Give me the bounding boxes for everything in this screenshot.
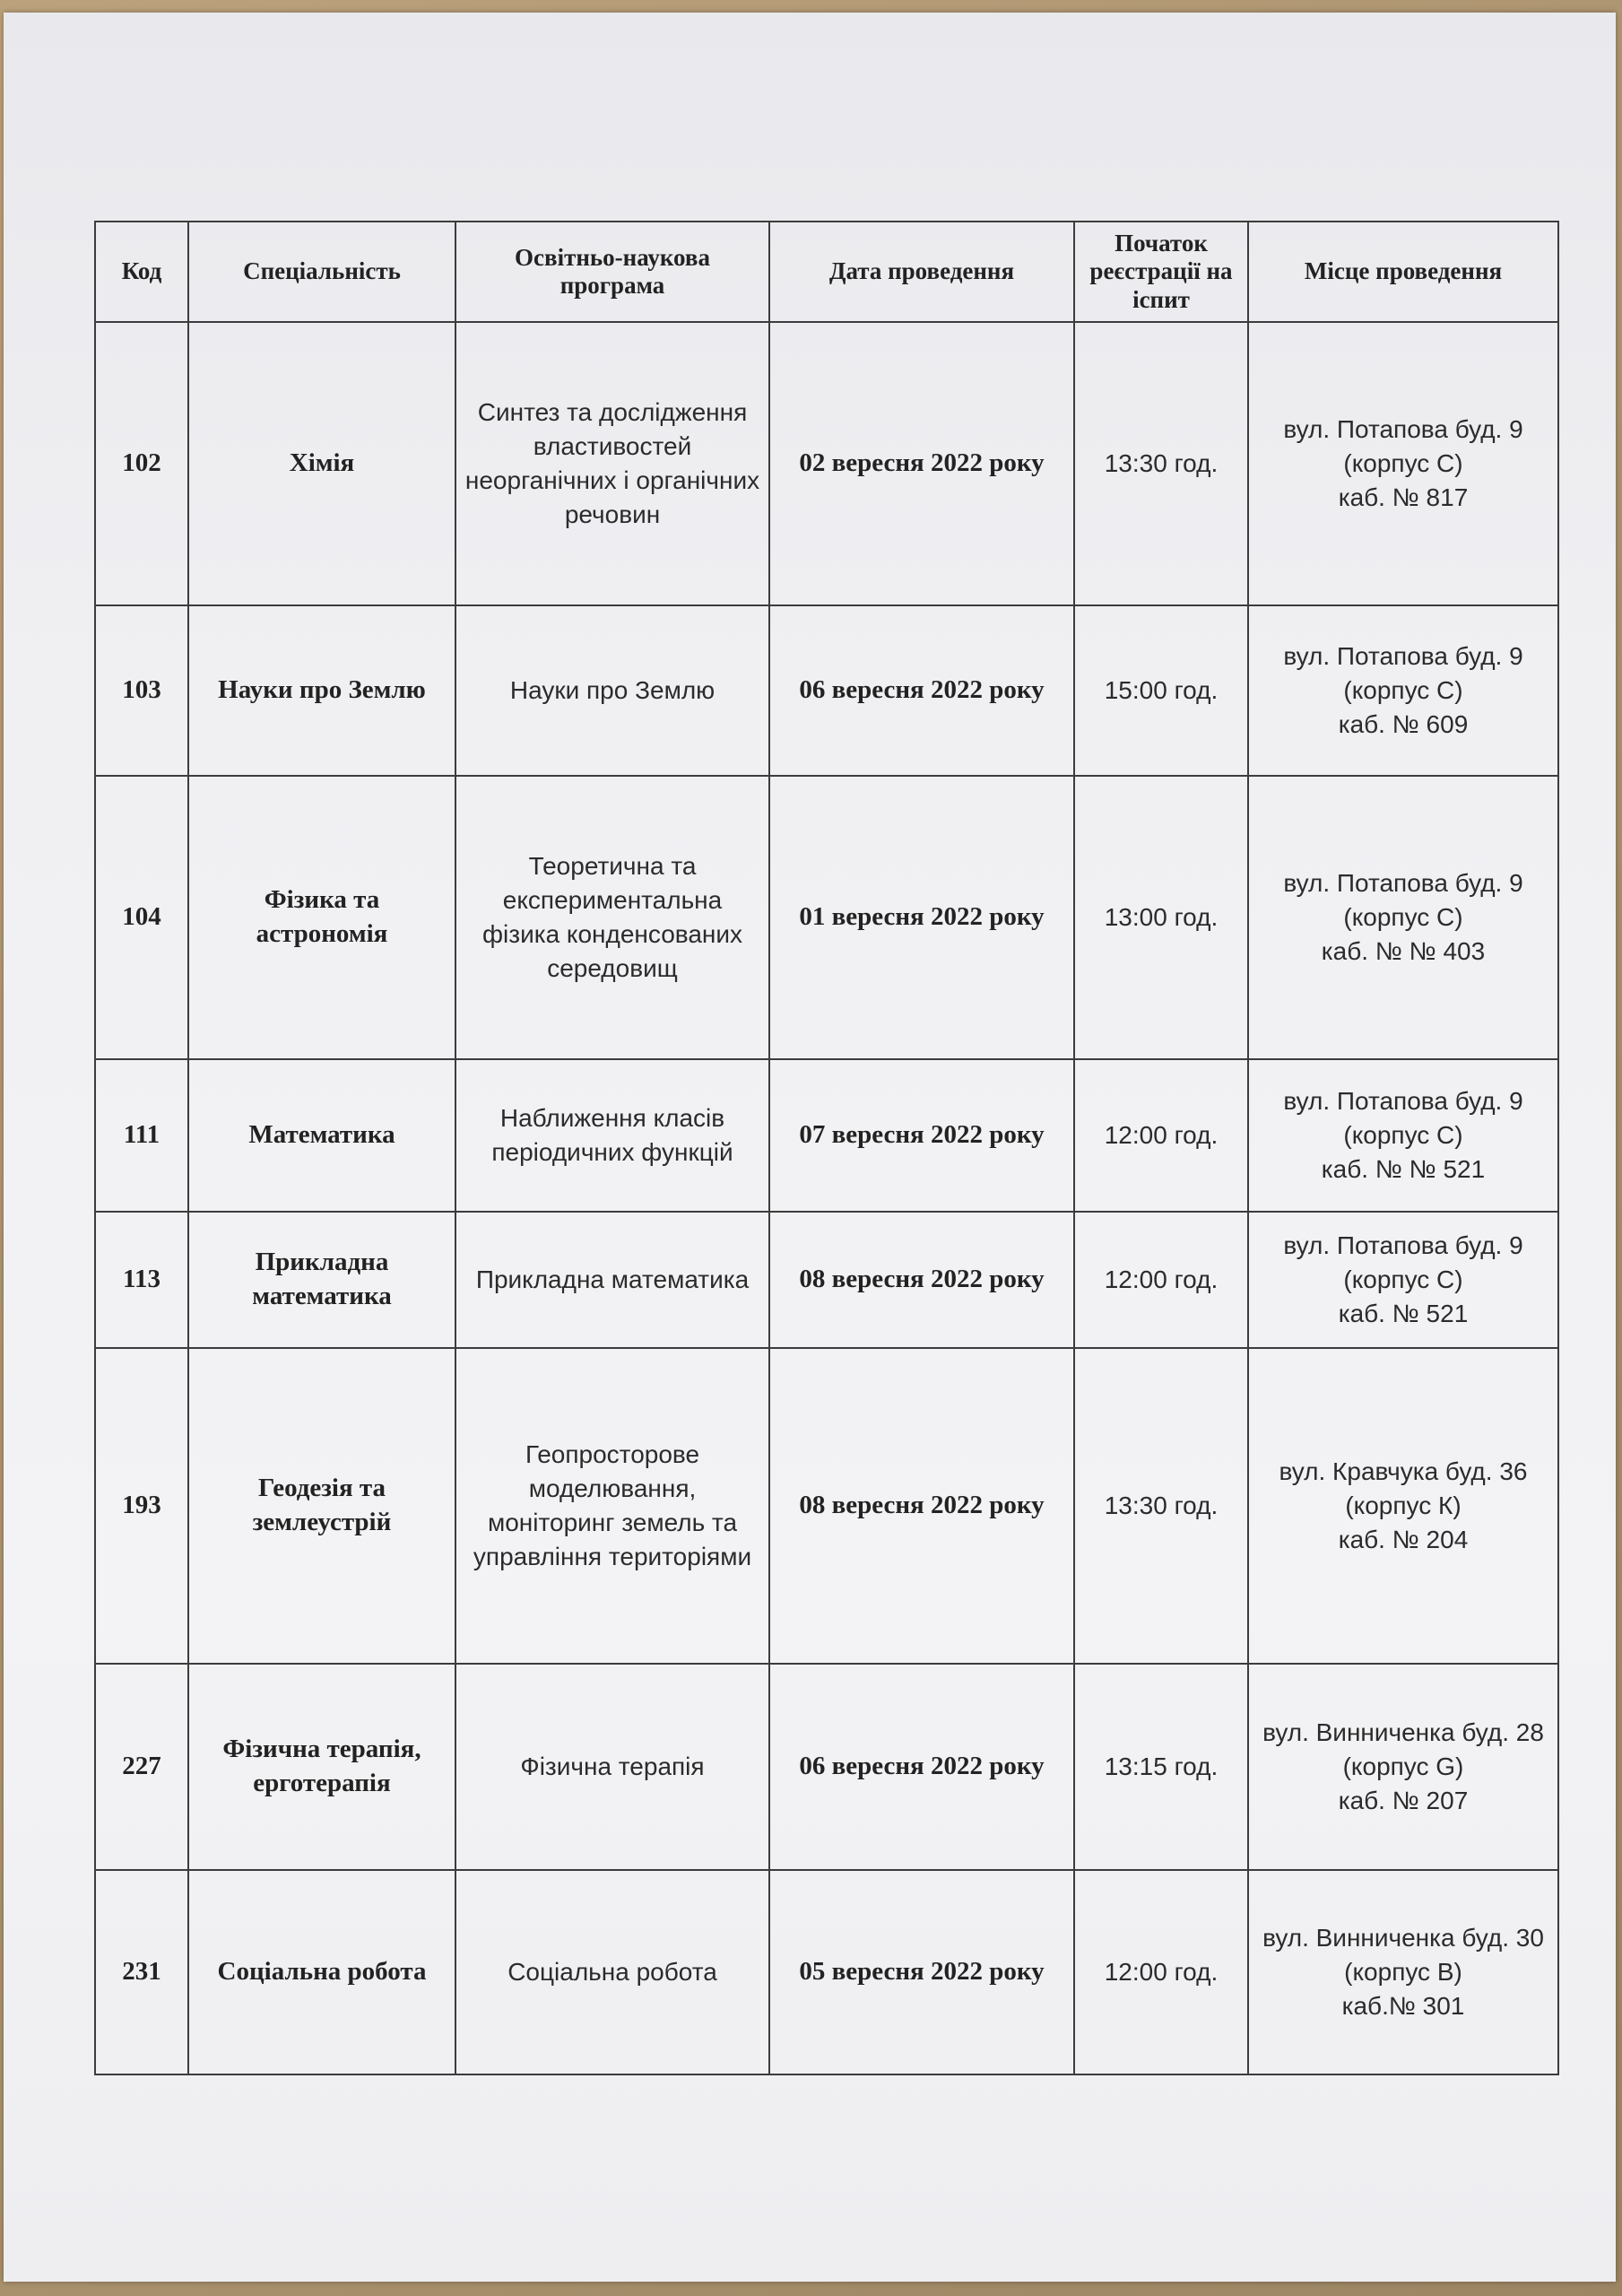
cell-place — [1248, 1664, 1558, 1870]
place-street: вул. Потапова буд. 9 — [1283, 1231, 1523, 1260]
place-building: (корпус С) — [1343, 1265, 1463, 1294]
cell-specialty: Математика — [188, 1059, 455, 1212]
place-building: (корпус В) — [1344, 1958, 1462, 1987]
cell-program: Соціальна робота — [455, 1870, 769, 2074]
place-street: вул. Потапова буд. 9 — [1283, 642, 1523, 671]
header-program: Освітньо-наукова програма — [455, 222, 769, 322]
table-row — [95, 1059, 1558, 1212]
cell-code: 103 — [95, 605, 188, 776]
cell-specialty: Соціальна робота — [188, 1870, 455, 2074]
exam-schedule-table — [94, 221, 1559, 2075]
cell-code: 113 — [95, 1212, 188, 1348]
cell-start: 15:00 год. — [1074, 605, 1248, 776]
cell-place — [1248, 1212, 1558, 1348]
cell-date: 08 вересня 2022 року — [769, 1348, 1074, 1664]
table-row — [95, 605, 1558, 776]
place-street: вул. Винниченка буд. 30 — [1262, 1924, 1544, 1952]
cell-place — [1248, 1870, 1558, 2074]
cell-specialty: Прикладна математика — [188, 1212, 455, 1348]
cell-place — [1248, 1348, 1558, 1664]
cell-start: 13:00 год. — [1074, 776, 1248, 1059]
cell-place — [1248, 322, 1558, 605]
place-building: (корпус С) — [1343, 449, 1463, 478]
place-building: (корпус G) — [1342, 1752, 1464, 1781]
place-room: каб. № № 403 — [1321, 936, 1486, 965]
cell-code: 231 — [95, 1870, 188, 2074]
header-code: Код — [95, 222, 188, 322]
place-room: каб.№ 301 — [1341, 1991, 1465, 2020]
cell-start: 13:30 год. — [1074, 322, 1248, 605]
place-street: вул. Потапова буд. 9 — [1283, 415, 1523, 444]
place-street: вул. Кравчука буд. 36 — [1279, 1457, 1528, 1486]
place-room: каб. № № 521 — [1321, 1154, 1486, 1183]
cell-date: 02 вересня 2022 року — [769, 322, 1074, 605]
header-date: Дата проведення — [769, 222, 1074, 322]
table-row — [95, 1348, 1558, 1664]
cell-program: Науки про Землю — [455, 605, 769, 776]
place-room: каб. № 204 — [1338, 1525, 1469, 1553]
cell-place — [1248, 776, 1558, 1059]
cell-place — [1248, 1059, 1558, 1212]
cell-code: 111 — [95, 1059, 188, 1212]
table-row — [95, 1664, 1558, 1870]
table-row — [95, 322, 1558, 605]
place-building: (корпус С) — [1343, 903, 1463, 932]
cell-start: 12:00 год. — [1074, 1059, 1248, 1212]
cell-start: 12:00 год. — [1074, 1870, 1248, 2074]
cell-start: 13:15 год. — [1074, 1664, 1248, 1870]
table-row — [95, 1870, 1558, 2074]
cell-program: Теоретична та експериментальна фізика конденсованих середовищ — [455, 776, 769, 1059]
cell-code: 193 — [95, 1348, 188, 1664]
cell-specialty: Фізика та астрономія — [188, 776, 455, 1059]
cell-date: 06 вересня 2022 року — [769, 1664, 1074, 1870]
cell-program: Синтез та дослідження властивостей неорганічних і органічних речовин — [455, 322, 769, 605]
header-place: Місце проведення — [1248, 222, 1558, 322]
place-building: (корпус С) — [1343, 1121, 1463, 1150]
cell-code: 104 — [95, 776, 188, 1059]
cell-specialty: Геодезія та землеустрій — [188, 1348, 455, 1664]
cell-date: 08 вересня 2022 року — [769, 1212, 1074, 1348]
cell-specialty: Фізична терапія, ерготерапія — [188, 1664, 455, 1870]
document-page — [4, 13, 1616, 2282]
table-row — [95, 776, 1558, 1059]
place-building: (корпус К) — [1345, 1492, 1462, 1520]
place-room: каб. № 609 — [1338, 709, 1469, 738]
cell-date: 01 вересня 2022 року — [769, 776, 1074, 1059]
cell-start: 12:00 год. — [1074, 1212, 1248, 1348]
place-room: каб. № 207 — [1338, 1786, 1469, 1814]
cell-program: Наближення класів періодичних функцій — [455, 1059, 769, 1212]
cell-program: Геопросторове моделювання, моніторинг земель та управління територіями — [455, 1348, 769, 1664]
cell-place — [1248, 605, 1558, 776]
place-building: (корпус С) — [1343, 676, 1463, 705]
place-room: каб. № 817 — [1338, 483, 1469, 511]
cell-specialty: Хімія — [188, 322, 455, 605]
cell-code: 227 — [95, 1664, 188, 1870]
place-street: вул. Винниченка буд. 28 — [1262, 1718, 1544, 1747]
place-street: вул. Потапова буд. 9 — [1283, 869, 1523, 898]
cell-program: Прикладна математика — [455, 1212, 769, 1348]
table-row — [95, 1212, 1558, 1348]
place-room: каб. № 521 — [1338, 1299, 1469, 1327]
cell-date: 07 вересня 2022 року — [769, 1059, 1074, 1212]
cell-date: 06 вересня 2022 року — [769, 605, 1074, 776]
header-start: Початок реєстрації на іспит — [1074, 222, 1248, 322]
header-specialty: Спеціальність — [188, 222, 455, 322]
cell-start: 13:30 год. — [1074, 1348, 1248, 1664]
cell-code: 102 — [95, 322, 188, 605]
cell-specialty: Науки про Землю — [188, 605, 455, 776]
cell-date: 05 вересня 2022 року — [769, 1870, 1074, 2074]
table-header-row — [95, 222, 1558, 322]
place-street: вул. Потапова буд. 9 — [1283, 1087, 1523, 1116]
cell-program: Фізична терапія — [455, 1664, 769, 1870]
